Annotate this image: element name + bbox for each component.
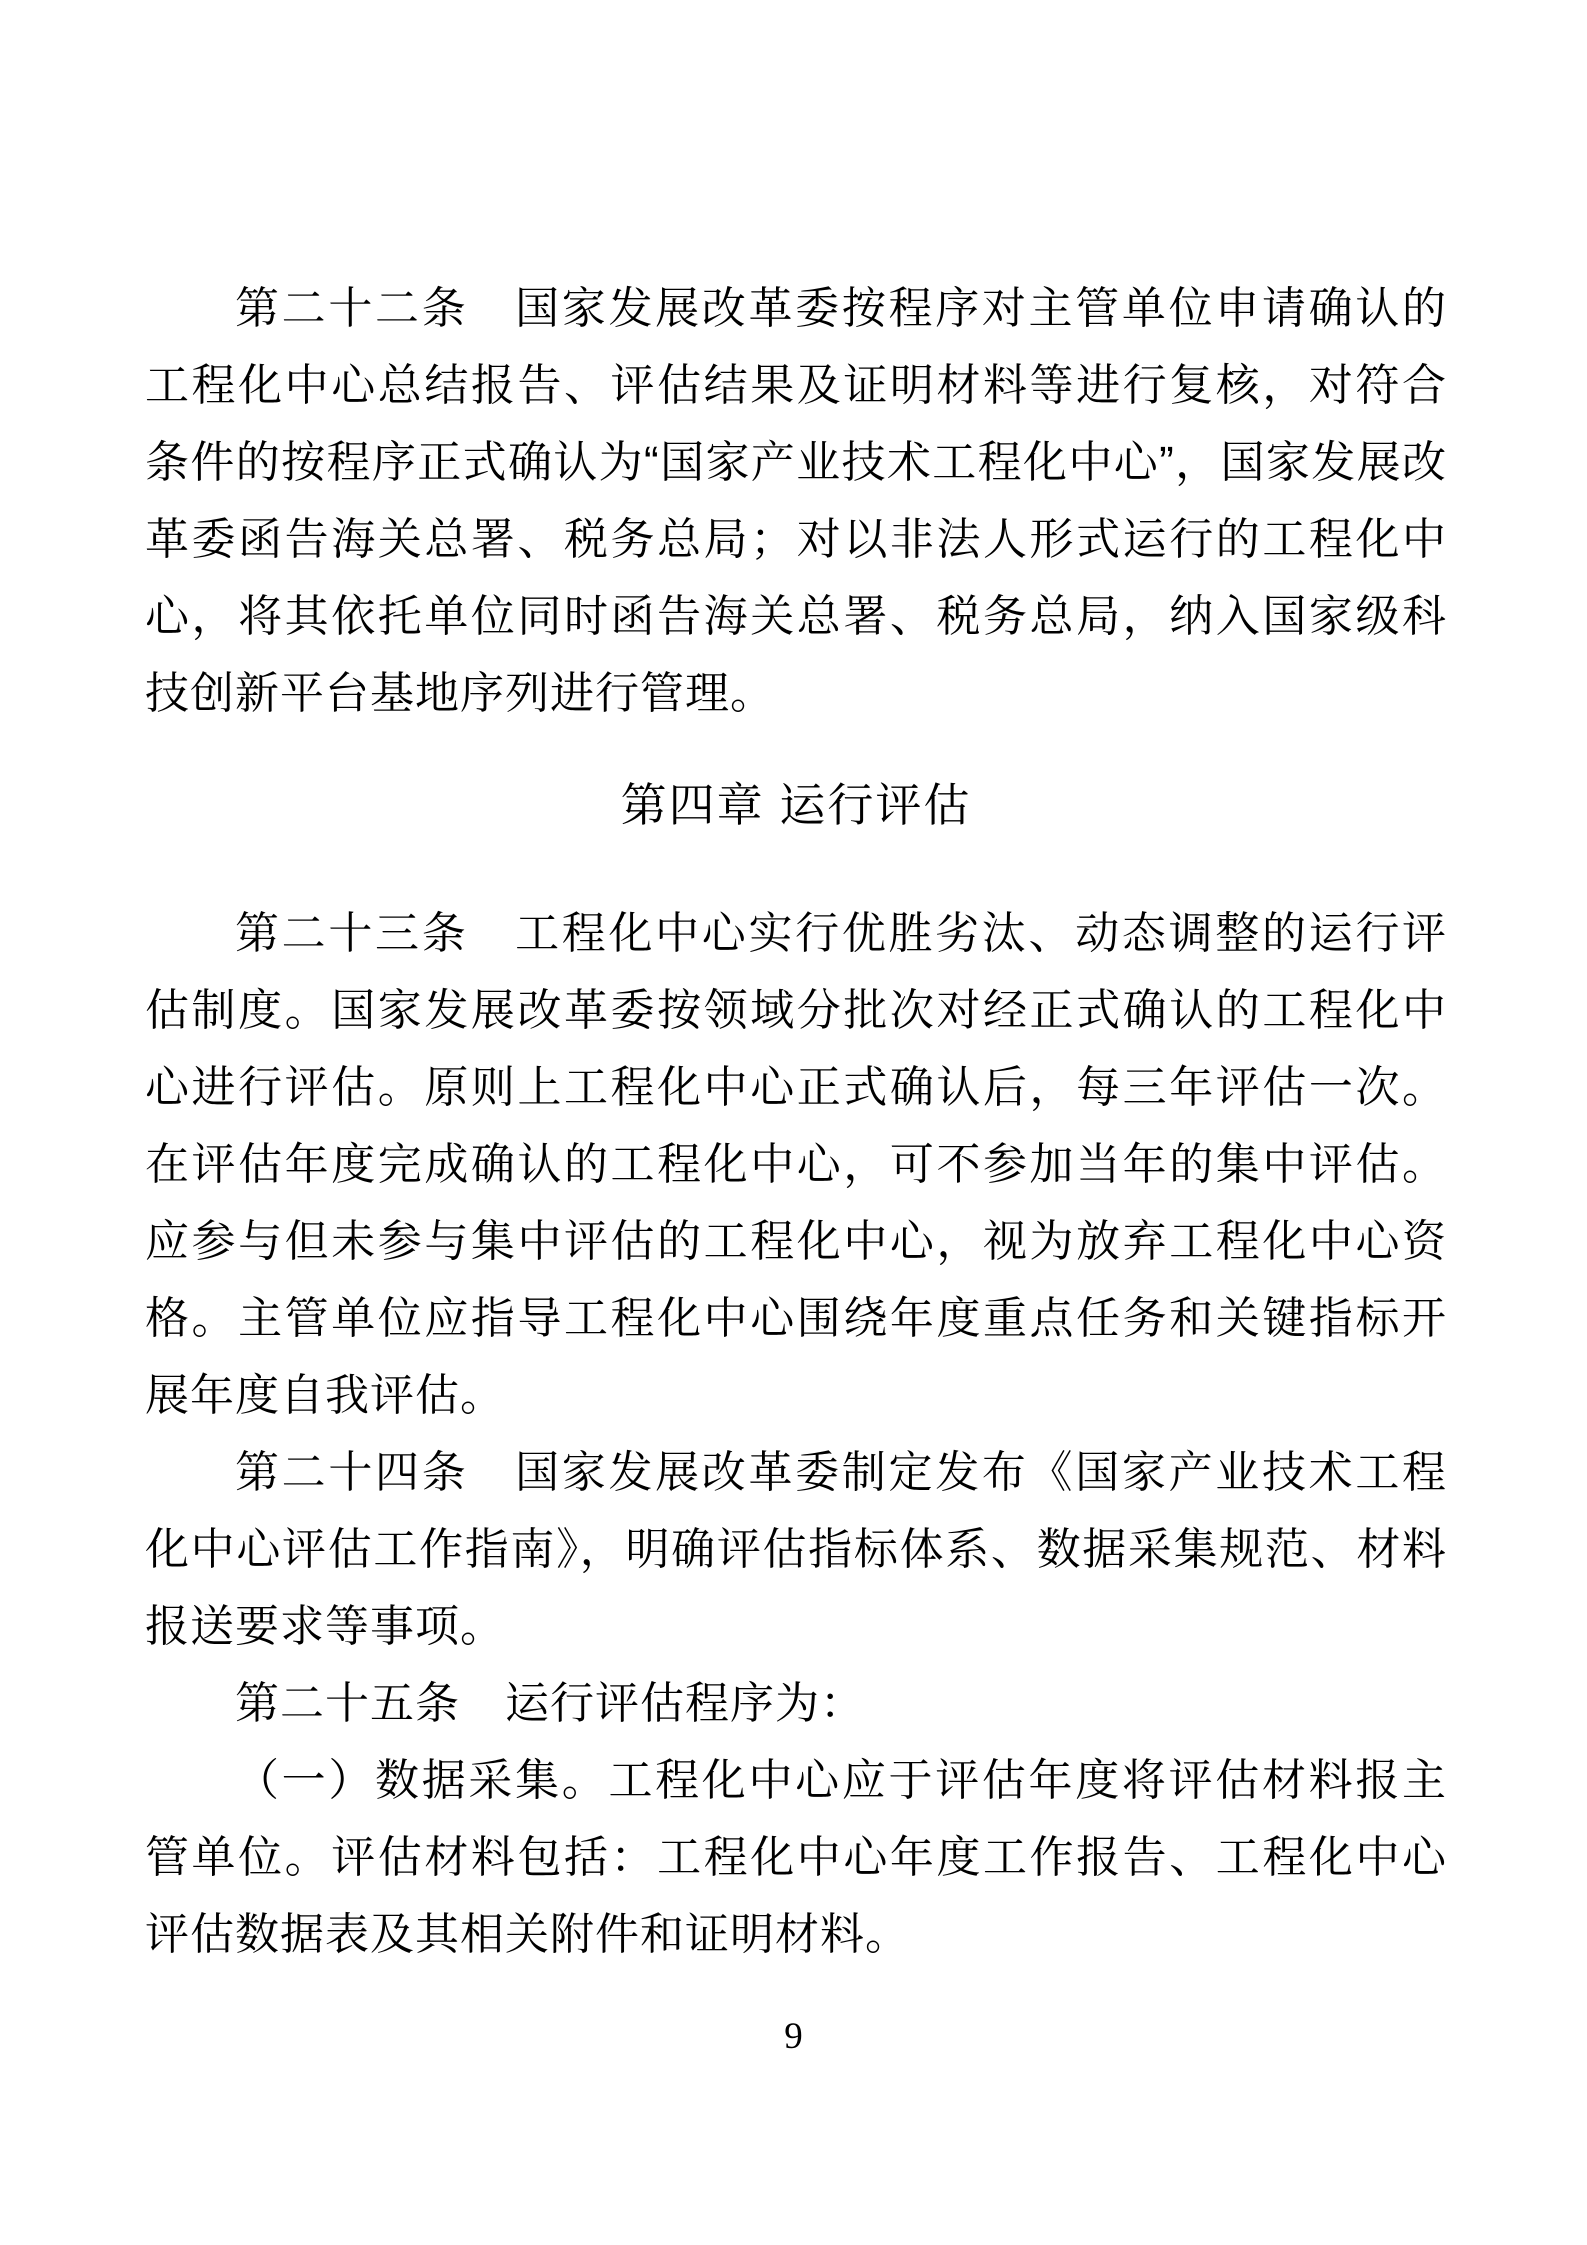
paragraph-article-24: 第二十四条 国家发展改革委制定发布《国家产业技术工程化中心评估工作指南》，明确评估指标体系、数据采集规范、材料报送要求等事项。 <box>145 1448 1447 1651</box>
chapter-4-heading: 第四章 运行评估 <box>620 779 972 831</box>
page-number: 9 <box>784 2016 803 2057</box>
paragraph-article-22: 第二十二条 国家发展改革委按程序对主管单位申请确认的工程化中心总结报告、评估结果及证明材料等进行复核，对符合条件的按程序正式确认为“国家产业技术工程化中心”，国家发展改革委函告海关总署、税务总局；对以非法人形式运行的工程化中心，将其依托单位同时函告海关总署、税务总局，纳入国家级科技创新平台基地序列进行管理。 <box>145 284 1447 718</box>
paragraph-item-1-data-collection: （一）数据采集。工程化中心应于评估年度将评估材料报主管单位。评估材料包括：工程化中心年度工作报告、工程化中心评估数据表及其相关附件和证明材料。 <box>145 1756 1447 1959</box>
document-body <box>145 270 1447 1973</box>
paragraph-article-23: 第二十三条 工程化中心实行优胜劣汰、动态调整的运行评估制度。国家发展改革委按领域分批次对经正式确认的工程化中心进行评估。原则上工程化中心正式确认后，每三年评估一次。在评估年度完成确认的工程化中心，可不参加当年的集中评估。应参与但未参与集中评估的工程化中心，视为放弃工程化中心资格。主管单位应指导工程化中心围绕年度重点任务和关键指标开展年度自我评估。 <box>145 909 1447 1420</box>
paragraph-article-25: 第二十五条 运行评估程序为： <box>235 1679 865 1728</box>
